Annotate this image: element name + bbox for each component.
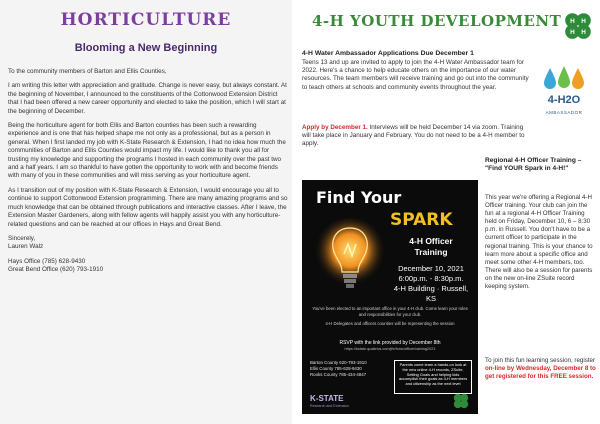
flyer-time: 6:00p.m. - 8:30p.m. <box>398 274 464 283</box>
flyer-officer-training <box>388 236 474 258</box>
youth-development-title: 4-H YOUTH DEVELOPMENT <box>312 12 562 30</box>
water-drops-icon <box>536 64 592 94</box>
flyer-description <box>312 306 468 327</box>
flyer-invite: You've been elected to an important office in your 4-H club. Come learn your roles and responsibilities for your club. <box>312 306 468 317</box>
flyer-contact-ellis: Ellis County 785-628-9430 <box>310 365 362 371</box>
flyer-contact-rooks: Rooks County 785-434-4847 <box>310 371 367 377</box>
h2o-logo-title: 4-H2O <box>547 94 581 106</box>
letter-signature: Lauren Walz <box>8 243 44 251</box>
officer-training-heading: Regional 4-H Officer Training – "Find YOUR Spark in 4-H!" <box>485 157 582 173</box>
h2o-logo-tagline: AMBASSADOR <box>545 110 583 115</box>
svg-text:H: H <box>581 29 586 36</box>
office-great-bend: Great Bend Office (620) 793-1910 <box>8 266 104 274</box>
flyer-find-your: Find Your <box>316 188 402 207</box>
officer-training-flyer <box>302 180 478 414</box>
flyer-rsvp-text: RSVP with the link provided by December 8th <box>339 340 441 346</box>
kstate-logo-subtitle: Research and Extension <box>310 404 350 408</box>
letter-salutation: To the community members of Barton and Ellis Counties, <box>8 68 167 75</box>
svg-text:H: H <box>570 29 575 36</box>
flyer-contacts <box>310 360 390 377</box>
officer-training-register <box>485 357 597 381</box>
flyer-training-line-2: Training <box>414 247 448 257</box>
office-hays: Hays Office (785) 628-9430 <box>8 257 86 265</box>
flyer-date: December 10, 2021 <box>398 264 464 273</box>
letter-paragraph-3: As I transition out of my position with K-State Research & Extension, I would encourage you all to continue to support Cottonwood Extension programming. There are many amazing programs and so much knowledge that can be obtained through publications and interactive classes. After I leave, the Extension Master Gardeners, along with fellow agents will happily assist you with any horticulture-related questions and can be reached at our offices in Hays and Great Bend. <box>8 186 288 228</box>
flyer-rsvp <box>310 340 470 353</box>
h2o-ambassador-logo <box>536 64 592 128</box>
four-h-clover-icon <box>562 10 594 42</box>
flyer-counties: 4-H Delegates and officers counties will be representing the session <box>325 321 455 327</box>
register-intro: To join this fun learning session, register <box>485 357 596 364</box>
kstate-logo: K-STATE <box>310 394 344 403</box>
water-ambassador-heading: 4-H Water Ambassador Applications Due December 1 <box>302 50 474 57</box>
flyer-clover-icon <box>452 392 470 410</box>
officer-training-body: This year we're offering a Regional 4-H Officer training. Your club can join the fun at a regional 4-H Officer Training held on Friday, December 10, 6 – 8:30 p.m. in Russell. You don't have to be a current officer to participate in the regional training. This is your chance to learn more about a specific office and meet some other 4-H members, too. There will also be a session for parents on the new on-line ZSuite record keeping system. <box>485 194 593 291</box>
water-ambassador-apply <box>302 124 530 149</box>
apply-details: Interviews will be held December 14 via zoom. Training will take place in January and February. You do not need to be a 4-H member to apply. <box>302 124 525 148</box>
flyer-spark: SPARK <box>390 210 453 230</box>
horticulture-subtitle: Blooming a New Beginning <box>74 42 218 54</box>
flyer-rsvp-link[interactable]: https://kstate.qualtrics.com/jfe/form/officertraining2021 <box>344 347 436 352</box>
flyer-parents-box: Parents come learn a hands-on look at the new online 4-H records, ZSuite, Setting Goals and helping kids accomplish their goals as 4-H members and citizenship as the next level <box>394 360 472 394</box>
lightbulb-icon <box>312 214 388 304</box>
svg-text:H: H <box>570 17 575 25</box>
svg-text:H: H <box>581 17 586 25</box>
horticulture-title: HORTICULTURE <box>60 10 232 30</box>
flyer-place: 4-H Building · Russell, KS <box>393 284 469 303</box>
horticulture-letter <box>8 68 288 275</box>
letter-paragraph-1: I am writing this letter with appreciation and gratitude. Change is never easy, but always constant. At the beginning of November, I announced to the constituents of the Cottonwood Extension District that I had been offered a new career opportunity and elected to take the position, which I will start at the beginning of December. <box>8 82 287 115</box>
flyer-event-details <box>388 264 474 304</box>
letter-closing: Sincerely, <box>8 234 36 242</box>
flyer-contact-barton: Barton County 620-793-1910 <box>310 360 367 365</box>
water-ambassador-body: Teens 13 and up are invited to apply to join the 4-H Water Ambassador team for 2022. Here's a chance to help educate others on the importance of our water resources. The team members will receive training and go out into the community to teach others at schools and community events throughout the year. <box>302 59 529 91</box>
letter-paragraph-2: Being the horticulture agent for both Ellis and Barton counties has been such a rewarding experience and is one that has helped shape me not only as a professional, but as a person in general. When I first landed my job with K-State Research & Extension, I had no idea how much the communities of Barton and Ellis Counties would impact my life. I would like to thank you all for trusting my knowledge and supporting the programs I hosted in each community over the past two and a half years. I am so thankful to have gotten the opportunity to work with and become friends with many of you in these communities and will miss serving as your horticulture agent. <box>8 122 286 180</box>
flyer-training-line-1: 4-H Officer <box>409 236 453 246</box>
register-deadline: on-line by Wednesday, December 8 to get registered for this FREE session. <box>485 365 596 381</box>
apply-deadline: Apply by December 1. <box>302 124 368 131</box>
